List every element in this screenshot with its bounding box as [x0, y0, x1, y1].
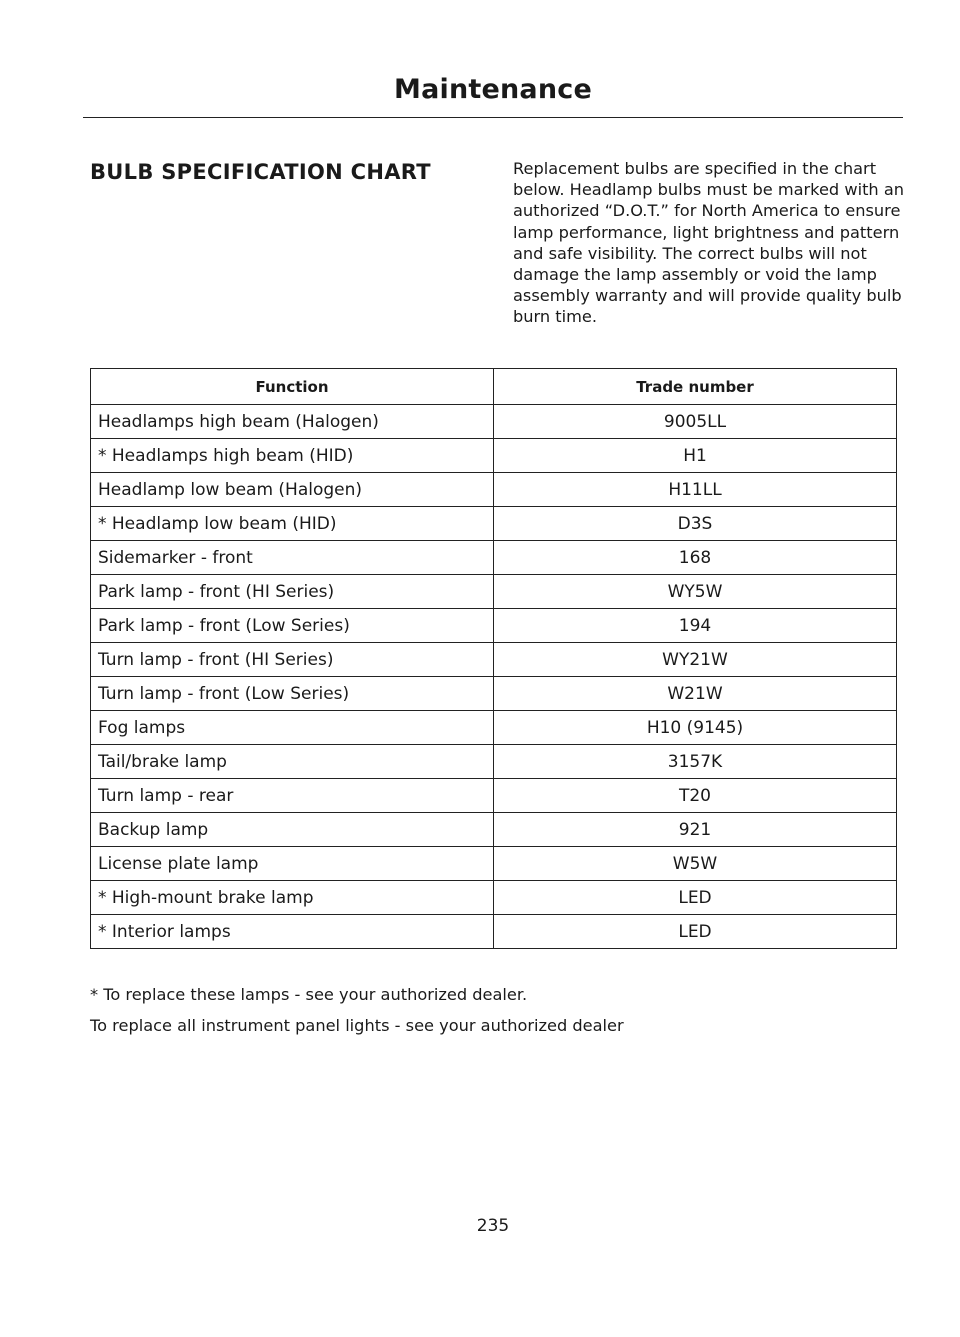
table-row: [91, 915, 897, 949]
trade-number-cell: 9005LL: [494, 405, 897, 439]
function-cell: Backup lamp: [91, 813, 494, 847]
table-row: [91, 745, 897, 779]
trade-number-cell: T20: [494, 779, 897, 813]
table-row: [91, 711, 897, 745]
function-cell: Park lamp - front (HI Series): [91, 575, 494, 609]
trade-number-cell: 168: [494, 541, 897, 575]
function-cell: Tail/brake lamp: [91, 745, 494, 779]
table-row: [91, 473, 897, 507]
trade-number-cell: 194: [494, 609, 897, 643]
trade-number-cell: W5W: [494, 847, 897, 881]
function-cell: Sidemarker - front: [91, 541, 494, 575]
trade-number-cell: LED: [494, 915, 897, 949]
table-header-row: [91, 369, 897, 405]
table-row: [91, 813, 897, 847]
column-header-trade-number: Trade number: [494, 369, 897, 405]
function-cell: Headlamp low beam (Halogen): [91, 473, 494, 507]
function-cell: Turn lamp - rear: [91, 779, 494, 813]
bulb-specification-table: [90, 368, 897, 949]
section-title: BULB SPECIFICATION CHART: [90, 160, 431, 184]
trade-number-cell: 921: [494, 813, 897, 847]
table-row: [91, 677, 897, 711]
table-row: [91, 779, 897, 813]
function-cell: * Headlamps high beam (HID): [91, 439, 494, 473]
trade-number-cell: H11LL: [494, 473, 897, 507]
function-cell: * Headlamp low beam (HID): [91, 507, 494, 541]
page-header-title: Maintenance: [394, 74, 592, 105]
function-cell: Headlamps high beam (Halogen): [91, 405, 494, 439]
table-row: [91, 881, 897, 915]
table-row: [91, 541, 897, 575]
table-row: [91, 405, 897, 439]
function-cell: Turn lamp - front (Low Series): [91, 677, 494, 711]
function-cell: Turn lamp - front (HI Series): [91, 643, 494, 677]
trade-number-cell: H1: [494, 439, 897, 473]
column-header-function: Function: [91, 369, 494, 405]
instrument-panel-note: To replace all instrument panel lights - see your authorized dealer: [90, 1016, 624, 1035]
table-row: [91, 847, 897, 881]
function-cell: Park lamp - front (Low Series): [91, 609, 494, 643]
table-row: [91, 609, 897, 643]
trade-number-cell: WY21W: [494, 643, 897, 677]
function-cell: License plate lamp: [91, 847, 494, 881]
trade-number-cell: WY5W: [494, 575, 897, 609]
trade-number-cell: H10 (9145): [494, 711, 897, 745]
table-row: [91, 575, 897, 609]
table-row: [91, 643, 897, 677]
trade-number-cell: W21W: [494, 677, 897, 711]
trade-number-cell: 3157K: [494, 745, 897, 779]
trade-number-cell: LED: [494, 881, 897, 915]
page-number: 235: [476, 1216, 510, 1236]
intro-paragraph: Replacement bulbs are specified in the chart below. Headlamp bulbs must be marked with an authorized “D.O.T.” for North America to ensure lamp performance, light brightness and pattern and safe visibility. The correct bulbs will not damage the lamp assembly or void the lamp assembly warranty and will provide quality bulb burn time.: [513, 159, 905, 327]
table-row: [91, 507, 897, 541]
trade-number-cell: D3S: [494, 507, 897, 541]
table-row: [91, 439, 897, 473]
dealer-replacement-note: * To replace these lamps - see your authorized dealer.: [90, 985, 528, 1004]
header-divider: [83, 117, 903, 118]
function-cell: * Interior lamps: [91, 915, 494, 949]
function-cell: * High-mount brake lamp: [91, 881, 494, 915]
function-cell: Fog lamps: [91, 711, 494, 745]
